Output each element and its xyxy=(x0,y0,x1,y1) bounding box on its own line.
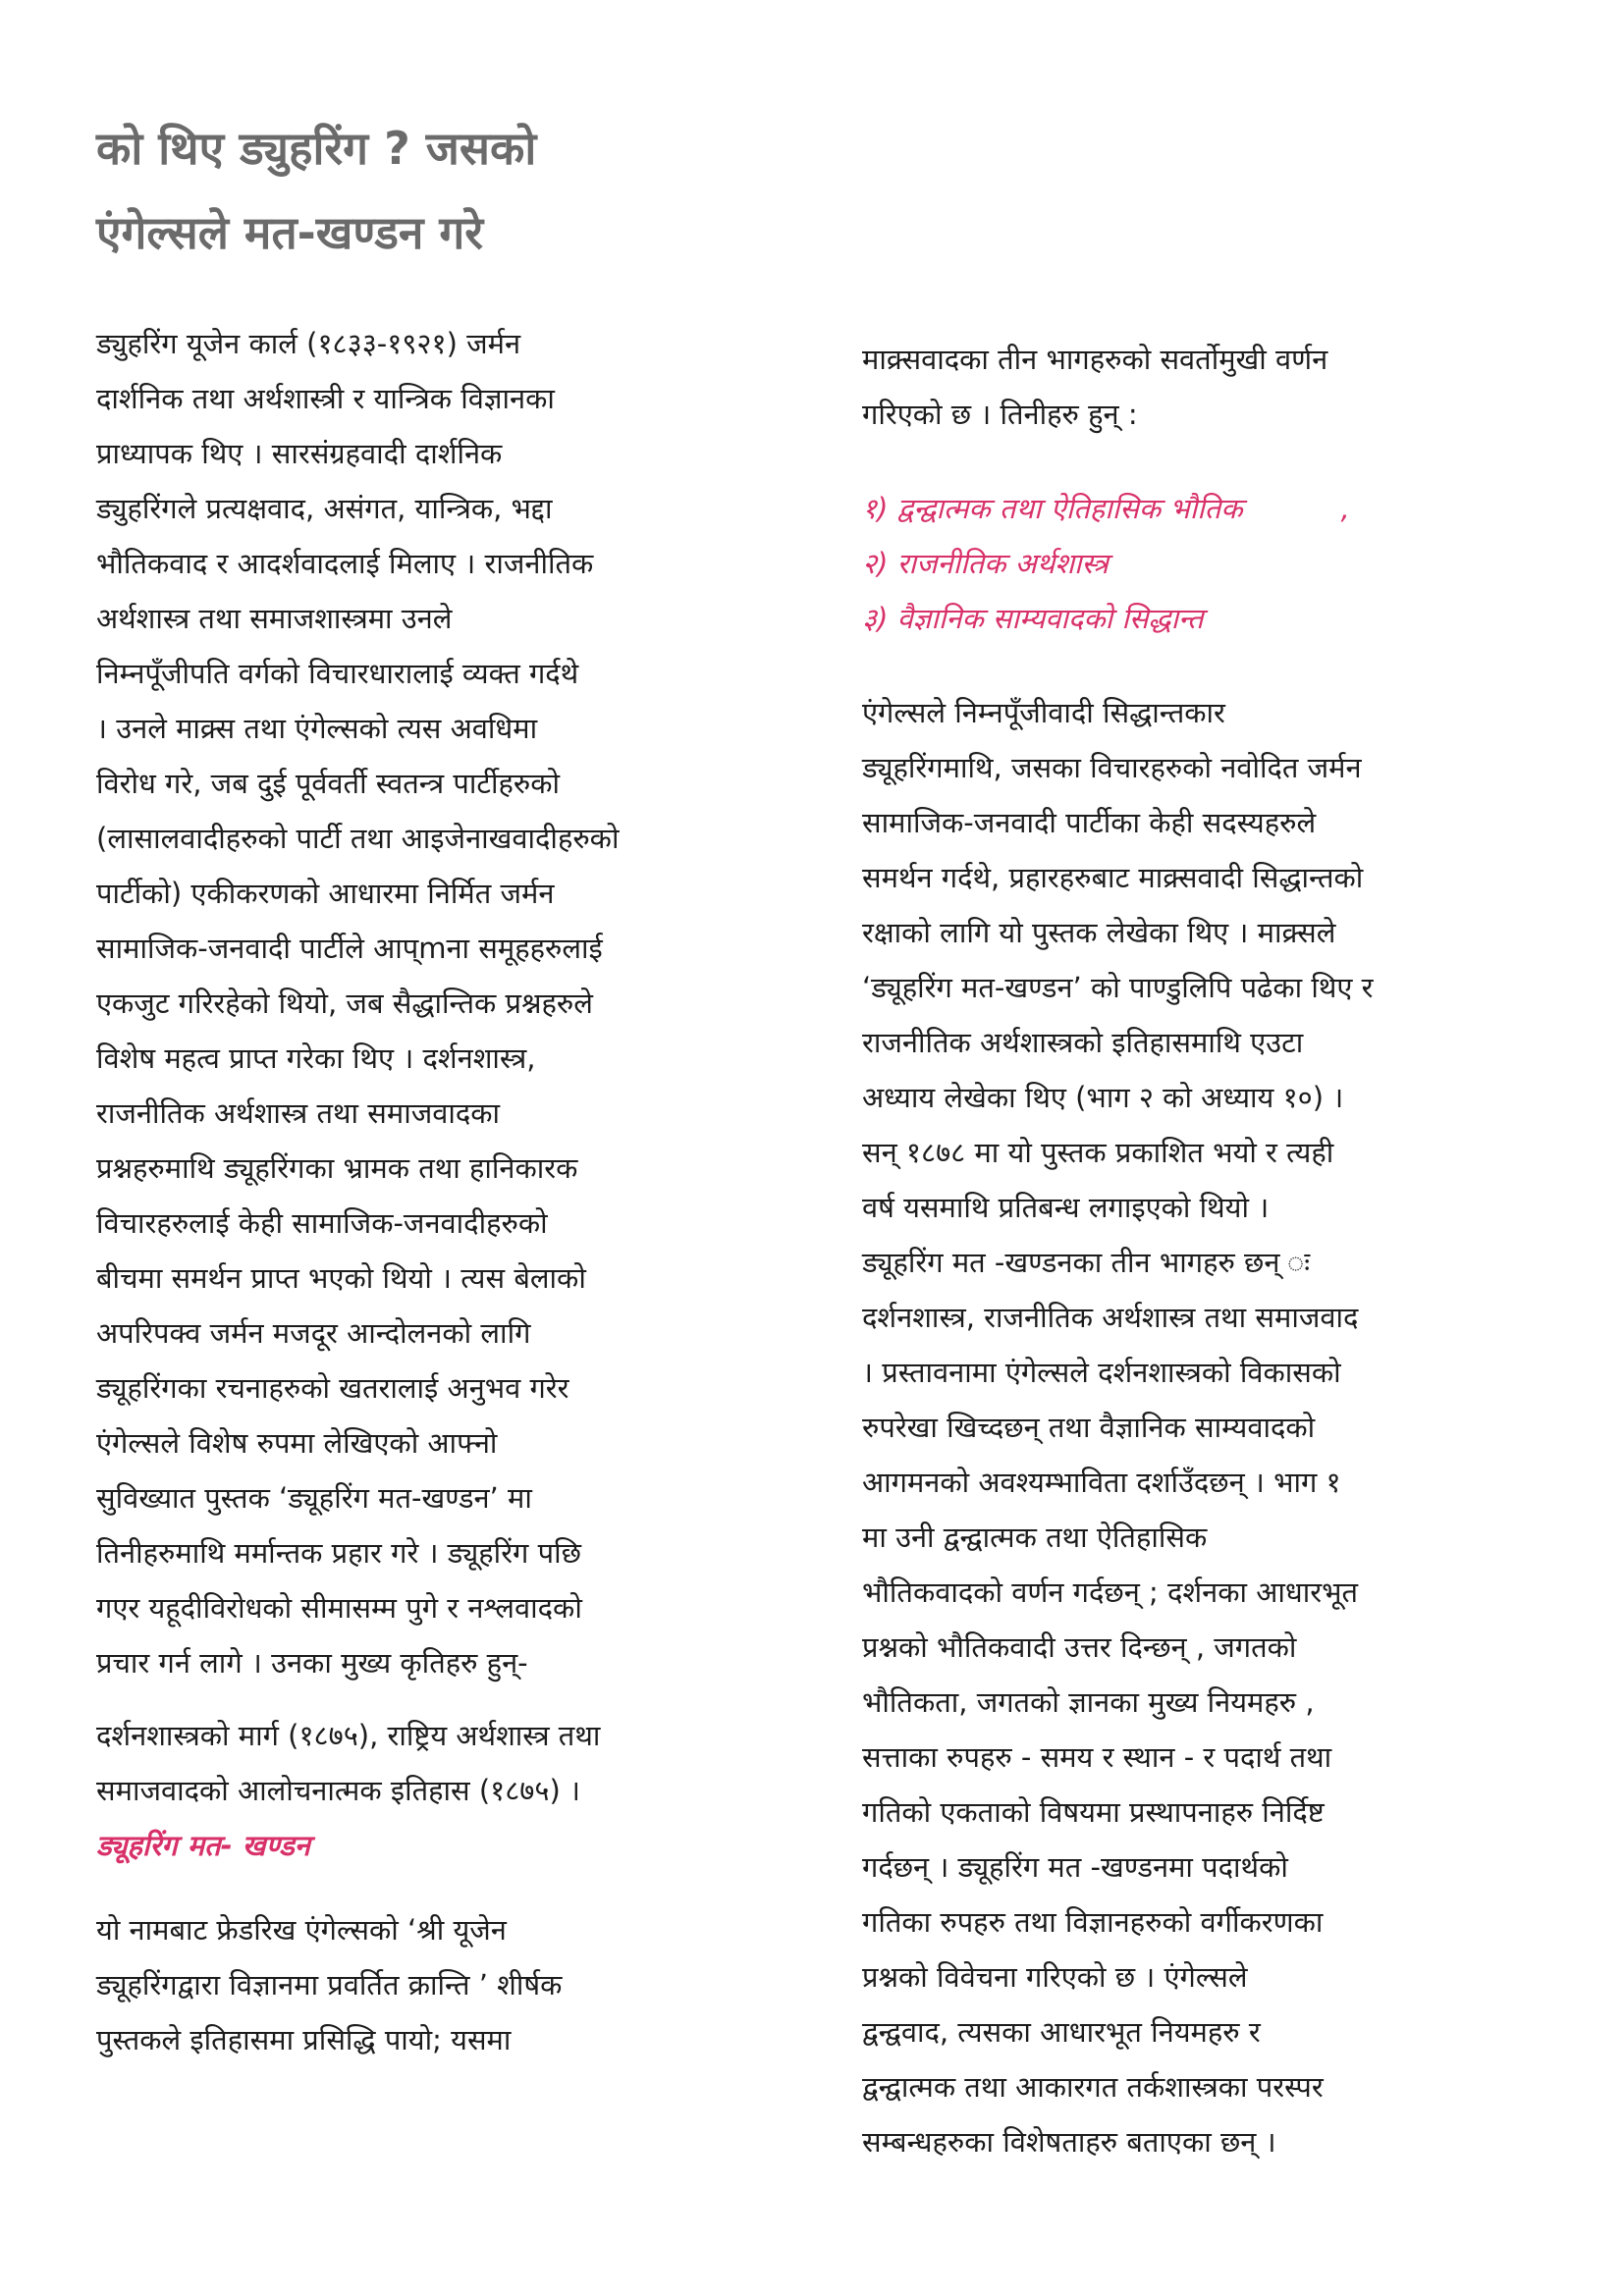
text-line: ड्यूहरिंगका रचनाहरुको खतरालाई अनुभव गरेर xyxy=(96,1371,569,1405)
paragraph xyxy=(96,1708,784,1818)
text-line: पुस्तकले इतिहासमा प्रसिद्धि पायो; यसमा xyxy=(96,2023,512,2056)
list-item: ३) वैज्ञानिक साम्यवादको सिद्धान्त xyxy=(862,602,1204,635)
list-item-text: १) द्वन्द्वात्मक तथा ऐतिहासिक भौतिक xyxy=(862,492,1243,525)
text-line: राजनीतिक अर्थशास्त्र तथा समाजवादका xyxy=(96,1096,501,1130)
text-line: मा उनी द्वन्द्वात्मक तथा ऐतिहासिक xyxy=(862,1521,1208,1554)
text-line: ड्यूहरिंग मत- खण्डन xyxy=(96,1829,310,1862)
text-line: भौतिकवाद र आदर्शवादलाई मिलाए । राजनीतिक xyxy=(96,547,594,580)
text-line: सन् १८७८ मा यो पुस्तक प्रकाशित भयो र त्यही xyxy=(862,1136,1334,1169)
paragraph xyxy=(862,332,1549,442)
text-line: रुपरेखा खिच्दछन् तथा वैज्ञानिक साम्यवादको xyxy=(862,1411,1316,1444)
text-line: यो नामबाट फ्रेडरिख एंगेल्सको ‘श्री यूजेन xyxy=(96,1913,507,1947)
right-column xyxy=(862,332,1549,2169)
text-line: भौतिकता, जगतको ज्ञानका मुख्य नियमहरु , xyxy=(862,1685,1315,1719)
list-item-comma: , xyxy=(1340,492,1350,525)
numbered-list xyxy=(862,481,1549,646)
text-line: एकजुट गरिरहेको थियो, जब सैद्धान्तिक प्रश्नहरुले xyxy=(96,987,593,1020)
text-line: गर्दछन् । ड्यूहरिंग मत -खण्डनमा पदार्थको xyxy=(862,1850,1288,1884)
text-line: विचारहरुलाई केही सामाजिक-जनवादीहरुको xyxy=(96,1206,548,1240)
text-line: । प्रस्तावनामा एंगेल्सले दर्शनशास्त्रको विकासको xyxy=(862,1356,1341,1389)
text-line: भौतिकवादको वर्णन गर्दछन् ; दर्शनका आधारभूत xyxy=(862,1575,1358,1609)
text-line: ड्युहरिंग यूजेन कार्ल (१८३३-१९२१) जर्मन xyxy=(96,327,521,360)
text-line: एंगेल्सले निम्नपूँजीवादी सिद्धान्तकार xyxy=(862,696,1225,729)
text-line: सुविख्यात पुस्तक ‘ड्यूहरिंग मत-खण्डन’ मा xyxy=(96,1481,532,1515)
text-line: गएर यहूदीविरोधको सीमासम्म पुगे र नश्लवादको xyxy=(96,1591,582,1625)
paragraph xyxy=(96,1902,784,2067)
text-line: प्रचार गर्न लागे । उनका मुख्य कृतिहरु हुन्- xyxy=(96,1646,528,1680)
left-column xyxy=(96,316,784,2067)
text-line: सम्बन्धहरुका विशेषताहरु बताएका छन् । xyxy=(862,2125,1276,2159)
text-line: एंगेल्सले विशेष रुपमा लेखिएको आफ्नाे xyxy=(96,1426,498,1460)
list-item xyxy=(862,481,1549,536)
text-line: तिनीहरुमाथि मर्मान्तक प्रहार गरे । ड्यूहरिंग पछि xyxy=(96,1536,581,1570)
text-line: विरोध गरे, जब दुई पूर्ववर्ती स्वतन्त्र पार्टीहरुको xyxy=(96,767,561,800)
text-line: प्रश्नहरुमाथि ड्यूहरिंगका भ्रामक तथा हानिकारक xyxy=(96,1151,578,1185)
text-line: अपरिपक्व जर्मन मजदूर आन्दोलनको लागि xyxy=(96,1316,531,1350)
title-line: को थिए ड्युहरिंग ? जसको xyxy=(96,122,537,175)
text-line: निम्नपूँजीपति वर्गको विचारधारालाई व्यक्त गर्दथे xyxy=(96,657,579,690)
text-line: प्राध्यापक थिए । सारसंग्रहवादी दार्शनिक xyxy=(96,437,503,470)
text-line: राजनीतिक अर्थशास्त्रको इतिहासमाथि एउटा xyxy=(862,1026,1304,1059)
spacer xyxy=(862,646,1549,685)
text-line: सामाजिक-जनवादी पार्टीले आप्mना समूहहरुलाई xyxy=(96,932,603,965)
text-line: समाजवादको आलोचनात्मक इतिहास (१८७५) । xyxy=(96,1774,580,1807)
text-line: पार्टीको) एकीकरणको आधारमा निर्मित जर्मन xyxy=(96,877,555,910)
section-heading xyxy=(96,1818,784,1873)
title-line: एंगेल्सले मत-खण्डन गरे xyxy=(96,206,484,259)
text-line: ड्यूहरिंग मत -खण्डनका तीन भागहरु छन् ः xyxy=(862,1246,1311,1279)
text-line: बीचमा समर्थन प्राप्त भएको थियो । त्यस बेलाको xyxy=(96,1261,586,1295)
text-line: ड्यूहरिंगद्वारा विज्ञानमा प्रवर्तित क्रान्ति ’ शीर्षक xyxy=(96,1968,563,2002)
text-line: अध्याय लेखेका थिए (भाग २ को अध्याय १०) । xyxy=(862,1081,1344,1114)
list-item: २) राजनीतिक अर्थशास्त्र xyxy=(862,547,1109,580)
text-line: ड्युहरिंगले प्रत्यक्षवाद, असंगत, यान्त्रिक, भद्दा xyxy=(96,492,553,525)
page-title xyxy=(96,106,725,275)
text-line: गरिएको छ । तिनीहरु हुन् : xyxy=(862,398,1138,431)
text-line: गतिको एकताको विषयमा प्रस्थापनाहरु निर्दिष्ट xyxy=(862,1795,1325,1829)
text-line: । उनले माक्र्स तथा एंगेल्सको त्यस अवधिमा xyxy=(96,712,538,745)
spacer xyxy=(96,1690,784,1708)
text-line: गतिका रुपहरु तथा विज्ञानहरुको वर्गीकरणका xyxy=(862,1905,1324,1939)
text-line: ड्यूहरिंगमाथि, जसका विचारहरुको नवोदित जर्मन xyxy=(862,751,1362,784)
text-line: सत्ताका रुपहरु - समय र स्थान - र पदार्थ तथा xyxy=(862,1740,1332,1774)
text-line: प्रश्नको भौतिकवादी उत्तर दिन्छन् , जगतको xyxy=(862,1630,1297,1664)
text-line: दर्शनशास्त्रको मार्ग (१८७५), राष्ट्रिय अर्थशास्त्र तथा xyxy=(96,1719,601,1752)
text-line: रक्षाको लागि यो पुस्तक लेखेका थिए । माक्र्सले xyxy=(862,916,1336,949)
text-line: समर्थन गर्दथे, प्रहारहरुबाट माक्र्सवादी सिद्धान्तको xyxy=(862,861,1364,894)
text-line: सामाजिक-जनवादी पार्टीका केही सदस्यहरुले xyxy=(862,806,1317,839)
text-line: आगमनको अवश्यम्भाविता दर्शाउँदछन् । भाग १ xyxy=(862,1466,1341,1499)
paragraph xyxy=(862,685,1549,2169)
text-line: द्वन्द्वात्मक तथा आकारगत तर्कशास्त्रका परस्पर xyxy=(862,2070,1324,2104)
text-line: वर्ष यसमाथि प्रतिबन्ध लगाइएको थियो । xyxy=(862,1191,1270,1224)
paragraph xyxy=(96,316,784,1690)
text-line: द्वन्द्ववाद, त्यसका आधारभूत नियमहरु र xyxy=(862,2015,1261,2049)
text-line: दर्शनशास्त्र, राजनीतिक अर्थशास्त्र तथा समाजवाद xyxy=(862,1301,1359,1334)
text-line: माक्र्सवादका तीन भागहरुको सवर्तोमुखी वर्णन xyxy=(862,343,1328,376)
spacer xyxy=(96,1873,784,1902)
text-line: ‘ड्यूहरिंग मत-खण्डन’ को पाण्डुलिपि पढेका थिए र xyxy=(862,971,1374,1004)
text-line: (लासालवादीहरुको पार्टी तथा आइजेनाखवादीहरुको xyxy=(96,822,620,855)
text-line: अर्थशास्त्र तथा समाजशास्त्रमा उनले xyxy=(96,602,453,635)
text-line: दार्शनिक तथा अर्थशास्त्री र यान्त्रिक विज्ञानका xyxy=(96,382,555,415)
text-line: प्रश्नको विवेचना गरिएको छ । एंगेल्सले xyxy=(862,1960,1248,1994)
text-line: विशेष महत्व प्राप्त गरेका थिए । दर्शनशास्त्र, xyxy=(96,1041,536,1075)
spacer xyxy=(862,442,1549,481)
